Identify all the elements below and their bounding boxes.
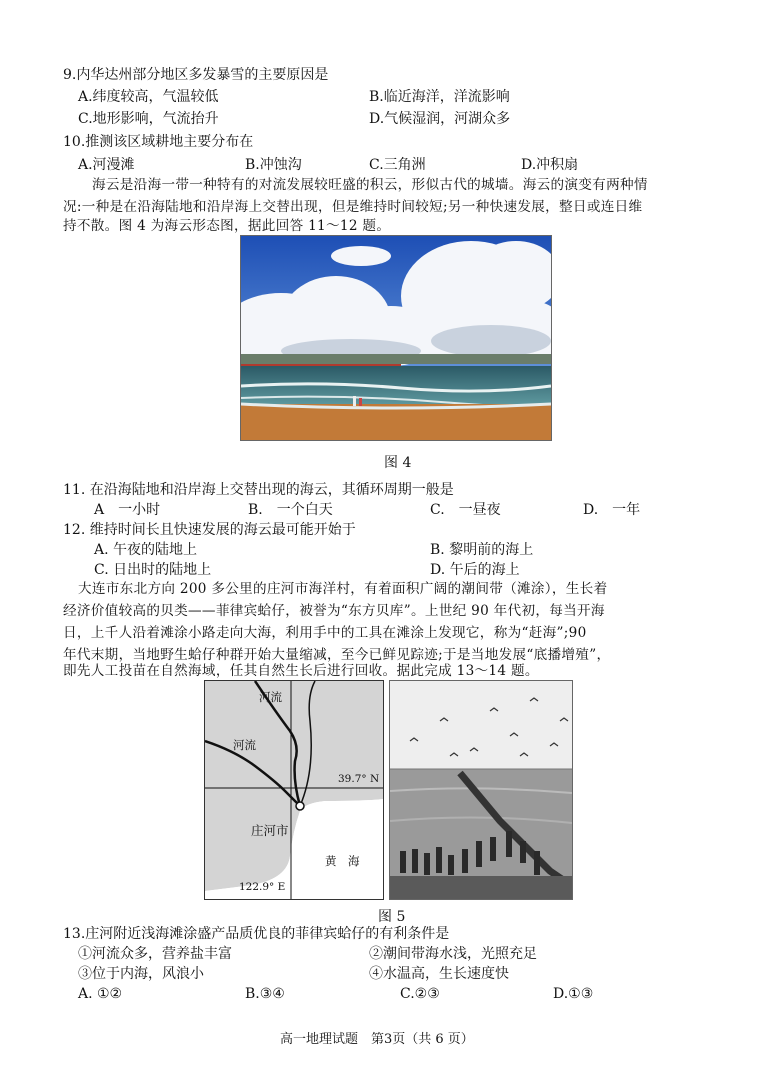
passage2-line2: 经济价值较高的贝类——菲律宾蛤仔，被誉为“东方贝库”。上世纪 90 年代初，每当开海: [63, 603, 605, 619]
q10-option-b: B.冲蚀沟: [245, 157, 302, 173]
tidal-flat-photo: [389, 680, 573, 900]
q13-option-a: A. ①②: [78, 986, 123, 1002]
zhuanghe-map: [204, 680, 384, 900]
fig5-caption: 图 5: [378, 909, 406, 925]
q10-option-a: A.河漫滩: [78, 157, 135, 173]
q12-option-d: D. 午后的海上: [430, 562, 520, 578]
q9-option-b: B.临近海洋，洋流影响: [369, 89, 510, 105]
q9-stem: 9.内华达州部分地区多发暴雪的主要原因是: [63, 67, 329, 83]
q13-statement-1: ①河流众多，营养盐丰富: [78, 946, 232, 962]
q13-option-d: D.①③: [553, 986, 594, 1002]
q12-option-a: A. 午夜的陆地上: [94, 542, 198, 558]
map-river-label-2: 河流: [233, 738, 256, 752]
map-longitude-label: 122.9° E: [239, 881, 286, 893]
q12-option-b: B. 黎明前的海上: [430, 542, 534, 558]
q13-option-c: C.②③: [400, 986, 440, 1002]
passage1-line1: 海云是沿海一带一种特有的对流发展较旺盛的积云，形似古代的城墙。海云的演变有两种情: [92, 177, 648, 193]
q13-statement-2: ②潮间带海水浅，光照充足: [369, 946, 537, 962]
q11-option-c: C. 一昼夜: [430, 502, 501, 518]
sea-cloud-illustration: [241, 236, 551, 440]
page-footer: 高一地理试题 第3页（共 6 页）: [280, 1032, 474, 1047]
q12-option-c: C. 日出时的陆地上: [94, 562, 212, 578]
q9-option-c: C.地形影响，气流抬升: [78, 111, 219, 127]
passage2-line4: 年代末期，当地野生蛤仔种群开始大量缩减，至今已鲜见踪迹;于是当地发展“底播增殖”，: [63, 647, 611, 663]
q11-stem: 11. 在沿海陆地和沿岸海上交替出现的海云，其循环周期一般是: [63, 482, 454, 498]
q11-option-a: A 一小时: [94, 502, 161, 518]
map-sea-label: 黄 海: [325, 854, 360, 868]
fig4-caption: 图 4: [384, 455, 412, 471]
passage1-line3: 持不散。图 4 为海云形态图，据此回答 11～12 题。: [63, 218, 391, 234]
q13-statement-4: ④水温高，生长速度快: [369, 966, 509, 982]
q10-stem: 10.推测该区域耕地主要分布在: [63, 134, 254, 150]
q9-option-a: A.纬度较高，气温较低: [78, 89, 219, 105]
q12-stem: 12. 维持时间长且快速发展的海云最可能开始于: [63, 522, 356, 538]
map-river-label-1: 河流: [259, 690, 282, 704]
q11-option-d: D. 一年: [583, 502, 641, 518]
passage1-line2: 况:一种是在沿海陆地和沿岸海上交替出现，但是维持时间较短;另一种快速发展，整日或连日维: [63, 199, 643, 215]
q10-option-c: C.三角洲: [369, 157, 426, 173]
q9-option-d: D.气候湿润，河湖众多: [369, 111, 511, 127]
q13-option-b: B.③④: [245, 986, 285, 1002]
map-city-label: 庄河市: [251, 823, 289, 838]
tidal-flat-illustration: [390, 681, 572, 899]
map-latitude-label: 39.7° N: [338, 773, 380, 785]
passage2-line5: 即先人工投苗在自然海域，任其自然生长后进行回收。据此完成 13～14 题。: [63, 663, 539, 679]
q13-statement-3: ③位于内海，风浪小: [78, 966, 204, 982]
passage2-line3: 日，上千人沿着滩涂小路走向大海，利用手中的工具在滩涂上发现它，称为“赶海”;90: [63, 625, 587, 641]
q10-option-d: D.冲积扇: [521, 157, 579, 173]
passage2-line1: 大连市东北方向 200 多公里的庄河市海洋村，有着面积广阔的潮间带（滩涂），生长着: [78, 581, 608, 597]
sea-cloud-photo: [240, 235, 552, 441]
q13-stem: 13.庄河附近浅海滩涂盛产品质优良的菲律宾蛤仔的有利条件是: [63, 926, 450, 942]
q11-option-b: B. 一个白天: [248, 502, 333, 518]
